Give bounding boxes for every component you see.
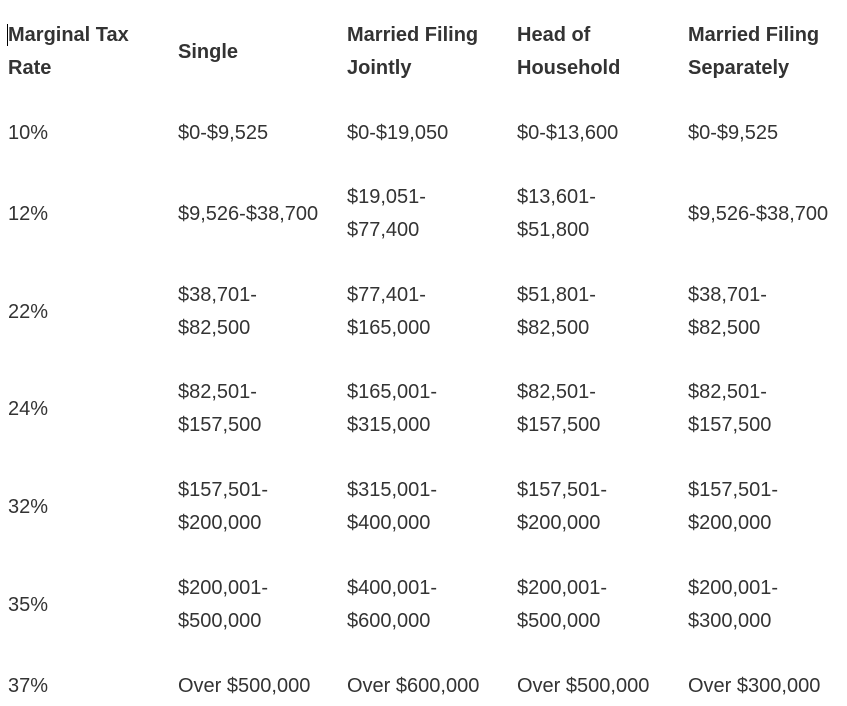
married-separately-cell: $9,526-$38,700 [688, 202, 829, 225]
header-marginal-tax-rate: Marginal Tax Rate [8, 24, 129, 79]
rate-cell: 32% [8, 495, 49, 518]
married-separately-cell: $200,001- $300,000 [688, 577, 779, 632]
table-row [0, 279, 847, 345]
married-separately-cell: $157,501- $200,000 [688, 479, 779, 534]
rate-cell: 24% [8, 397, 49, 420]
single-cell: $157,501- $200,000 [178, 479, 269, 534]
married-jointly-cell: $19,051- $77,400 [347, 186, 426, 241]
married-separately-cell: $0-$9,525 [688, 122, 779, 144]
married-jointly-cell: $400,001- $600,000 [347, 577, 438, 632]
married-separately-cell: $82,501- $157,500 [688, 381, 772, 436]
single-cell: $82,501- $157,500 [178, 381, 262, 436]
married-separately-cell: $38,701- $82,500 [688, 284, 767, 339]
rate-cell: 10% [8, 122, 49, 144]
rate-cell: 35% [8, 593, 49, 616]
single-cell: $9,526-$38,700 [178, 202, 319, 225]
head-of-household-cell: $51,801- $82,500 [517, 284, 596, 339]
single-cell: $0-$9,525 [178, 122, 269, 144]
table-row [0, 181, 847, 247]
header-married-filing-jointly: Married Filing Jointly [347, 24, 479, 79]
table-row [0, 572, 847, 638]
rate-cell: 37% [8, 675, 49, 697]
married-jointly-cell: $77,401- $165,000 [347, 284, 431, 339]
single-cell: $200,001- $500,000 [178, 577, 269, 632]
header-head-of-household: Head of Household [517, 24, 621, 79]
rate-cell: 22% [8, 300, 49, 323]
single-cell: $38,701- $82,500 [178, 284, 257, 339]
head-of-household-cell: $0-$13,600 [517, 122, 619, 144]
rate-cell: 12% [8, 202, 49, 225]
head-of-household-cell: $200,001- $500,000 [517, 577, 608, 632]
head-of-household-cell: $13,601- $51,800 [517, 186, 596, 241]
married-jointly-cell: $165,001- $315,000 [347, 381, 438, 436]
head-of-household-cell: $157,501- $200,000 [517, 479, 608, 534]
married-jointly-cell: Over $600,000 [347, 675, 480, 697]
header-single: Single [178, 40, 239, 63]
table-row [0, 474, 847, 540]
head-of-household-cell: $82,501- $157,500 [517, 381, 601, 436]
table-header-row [0, 19, 847, 85]
table-row [0, 670, 847, 703]
married-separately-cell: Over $300,000 [688, 675, 821, 697]
married-jointly-cell: $0-$19,050 [347, 122, 449, 144]
header-married-filing-separately: Married Filing Separately [688, 24, 820, 79]
table-row [0, 117, 847, 150]
head-of-household-cell: Over $500,000 [517, 675, 650, 697]
single-cell: Over $500,000 [178, 675, 311, 697]
table-row [0, 376, 847, 442]
married-jointly-cell: $315,001- $400,000 [347, 479, 438, 534]
